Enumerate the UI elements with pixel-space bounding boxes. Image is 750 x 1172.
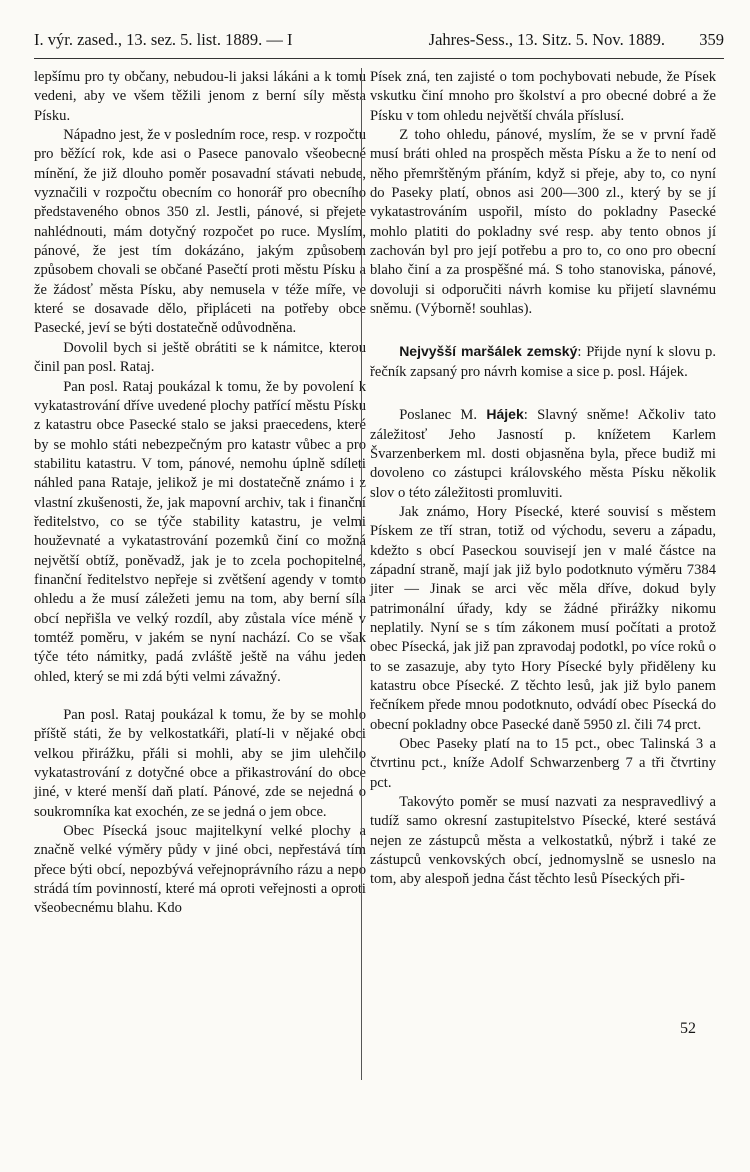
paragraph: Písek zná, ten zajisté o tom pochybovati nebude, že Písek vskutku činí mnoho pro školství a pro obecné dobré a že Písku v tom ohledu největší chvála příslusí. bbox=[370, 69, 716, 124]
paragraph: Pan posl. Rataj poukázal k tomu, že by se mohlo příště státi, že by velkostatkáři, platí-li v nějaké obci velkou přirážku, přáli si mohli, aby se jim ulehčilo vykatastrování z dotyčné obce a přikastrování do obce jiné, v které menší daň platí. Pánové, zde se nejedná o soukromníka kat exochén, ze se jedná o jem obce. bbox=[34, 707, 366, 820]
speech-text: : Slavný sněme! Ačkoliv tato záležitosť Jeho Jasností p. knížetem Karlem Švarzenberkem ml. dosti objasněna byla, přece budiž mi dovoleno co zástupci královského města Písku několik slov o této záležitosti promluviti. bbox=[370, 407, 716, 501]
paragraph: lepšímu pro ty občany, nebudou-li jaksi lákáni a k tomu vedeni, aby ve všem těžili jenom z berní síly města Písku. bbox=[34, 69, 366, 124]
speaker-name: Hájek bbox=[486, 406, 524, 423]
paragraph: Obec Paseky platí na to 15 pct., obec Talinská 3 a čtvrtinu pct., kníže Adolf Schwarzenberg 7 a tři čtvrtiny pct. bbox=[370, 736, 716, 791]
paragraph: Obec Písecká jsouc majitelkyní velké plochy a značně velké výměry půdy v jiné obci, nepřestává tím přece býti obcí, nepozbývá veřejnoprávního rázu a nepo strádá tím povinností, které má oproti veřejnosti a oproti všeobecnému blahu. Kdo bbox=[34, 823, 366, 917]
left-column bbox=[34, 68, 366, 919]
paragraph bbox=[370, 342, 716, 382]
header-german-text: Jahres-Sess., 13. Sitz. 5. Nov. 1889. bbox=[428, 30, 665, 49]
header-german bbox=[429, 30, 724, 50]
right-column bbox=[370, 68, 716, 890]
page-header bbox=[34, 30, 724, 58]
header-rule bbox=[34, 58, 724, 59]
speaker-name: Nejvyšší maršálek zemský bbox=[399, 343, 578, 360]
paragraph bbox=[370, 405, 716, 503]
paragraph: Z toho ohledu, pánové, myslím, že se v první řadě musí bráti ohled na prospěch města Písku a že to není od něho přemrštěným přáním, když si přeje, aby to, co nyní do Paseky platí, obnos asi 200—300 zl., který by se jí vykatastrováním uspořil, místo do pokladny Pasecké mohlo platiti do pokladny své resp. aby tento obnos jí zachován byl pro její potřebu a pro to, co ono pro obecní blaho činí a za prospěšné má. S toho stanoviska, pánové, dovoluji si odporučiti návrh komise ku přijetí slavnému sněmu. (Výborně! souhlas). bbox=[370, 127, 716, 318]
sheet-number: 52 bbox=[680, 1020, 696, 1037]
paragraph: Jak známo, Hory Písecké, které souvisí s městem Pískem ze tří stran, totiž od východu, severu a západu, kdežto s obcí Paseckou souvisejí jen v malé částce na západní straně, mají jak již bylo podotknuto výměru 7384 jiter — Jinak se arci věc měla dříve, dokud byly patrimonální úřady, kdy se žádné přirážky nikomu neplatily. Nyní se s tím zákonem musí počítati a protož obec Písecká, jak již pan zpravodaj podotkl, po více roků o to se zasazuje, aby tyto Hory Písecké byly přiděleny ku katastru obce Písecké. Z těchto lesů, jak již bylo panem řečníkem přede mnou podotknuto, odvádí obec Písecká do obecní pokladny obce Pasecké daně 5950 zl. čili 74 prct. bbox=[370, 503, 716, 733]
paragraph: Nápadno jest, že v posledním roce, resp. v rozpočtu pro běžící rok, kde asi o Pasece panovalo všeobecné mínění, že již dlouho poměr posavadní stávati nebude, vyznačili v rozpočtu obecním co honorář pro obecního představeného obnos 350 zl. Jestli, pánové, si přejete nahlédnouti, mám dotyčný rozpočet po ruce. Myslím, pánové, že jest tím dokázáno, jakým způsobem způsobem chovali se občané Pasečtí proti městu Písku a že žádosť města Písku, aby nemusela v téže míře, ve které se dosavade dělo, připláceti na potřeby obce Pasecké, jeví se býti dostatečně odůvodněna. bbox=[34, 127, 366, 337]
header-czech: I. výr. zased., 13. sez. 5. list. 1889. — I bbox=[34, 30, 293, 49]
paragraph: Takovýto poměr se musí nazvati za nespravedlivý a tudíž samo okresní zastupitelstvo Písecké, které sestává nejen ze zástupců města a velkostatků, nýbrž i také ze zástupců venkovských obcí, jednomyslně se usneslo na tom, aby alespoň jedna část těchto lesů Píseckých při- bbox=[370, 794, 716, 888]
paragraph: Pan posl. Rataj poukázal k tomu, že by povolení k vykatastrování dříve uvedené plochy patřící městu Písku z katastru obce Pasecké stalo se jaksi praecedens, které by se mohlo státi nebezpečným pro katastr vůbec a pro stabilitu katastru. V tom, pánové, nemohu úplně sdíleti náhled pana Rataje, jelikož je mi dostatečně známo i z vlastní zkušenosti, že, jak mapovní archiv, tak i finanční ředitelstvo, co se týče stability katastru, je velmi houževnaté a vykatastrování pozemků činí co možná největší obtíž, poněvadž, jak je to zcela pochopitelné, finanční ředitelstvo nepřeje si zvětšení agendy v tomto ohledu a že musí záležeti jemu na tom, aby berní síla obcí nepřišla ve velký rozdíl, aby zůstala více méně v tomtéž poměru, v jakém se nyní nachází. Co se však týče této námitky, padá zvláště ještě na váhu jeden ohled, který se mi zdá býti velmi závažný. bbox=[34, 378, 366, 685]
speech-text: : Přijde nyní k slovu p. řečník zapsaný pro návrh komise a sice p. posl. Hájek. bbox=[370, 344, 717, 380]
page-number: 359 bbox=[699, 30, 724, 49]
speaker-title: Poslanec M. bbox=[399, 407, 487, 424]
column-divider bbox=[361, 68, 362, 1080]
paragraph: Dovolil bych si ještě obrátiti se k námitce, kterou činil pan posl. Rataj. bbox=[34, 339, 366, 376]
